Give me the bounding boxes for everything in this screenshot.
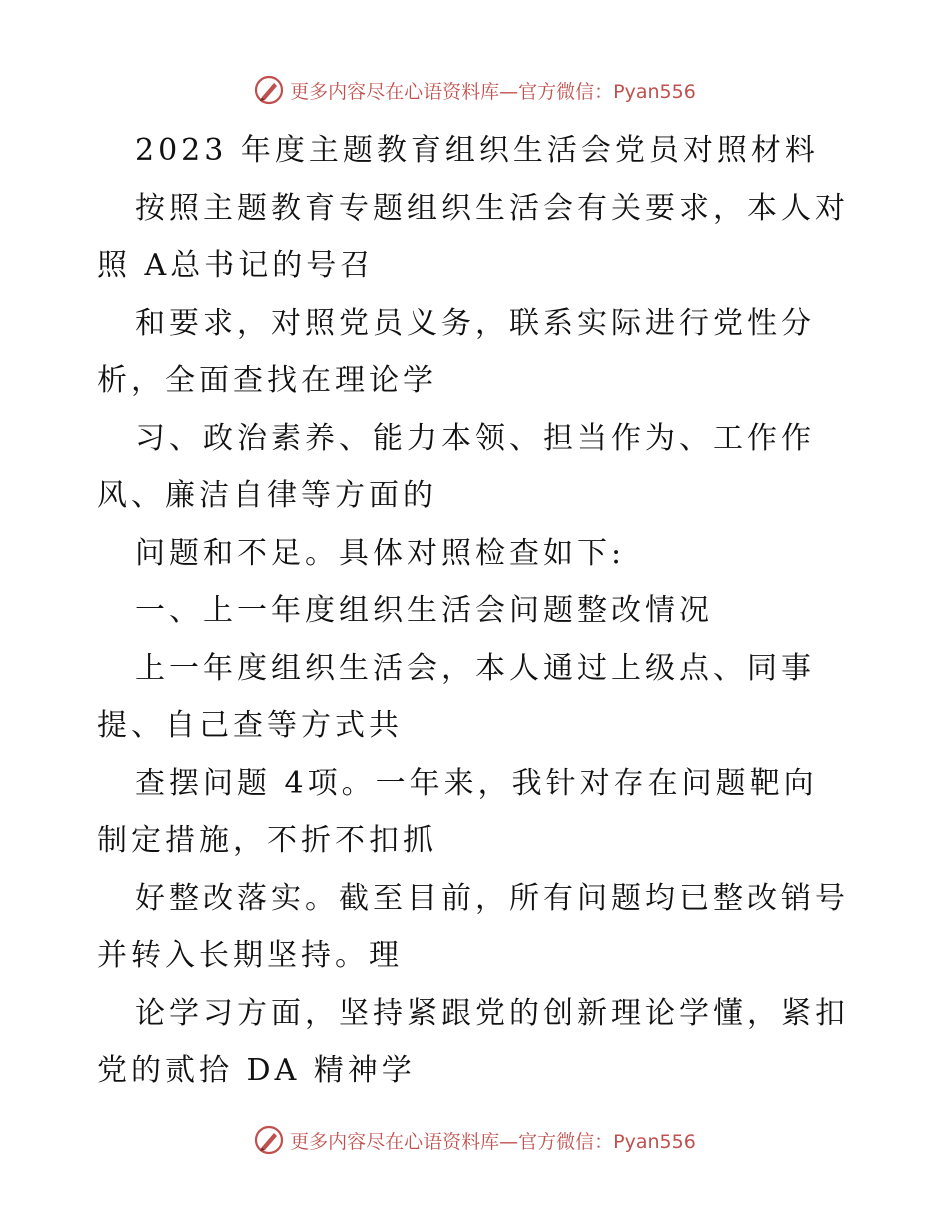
document-line: 论学习方面，坚持紧跟党的创新理论学懂，紧扣 xyxy=(135,995,849,1031)
header-watermark xyxy=(0,70,950,110)
document-line: 好整改落实。截至目前，所有问题均已整改销号 xyxy=(135,880,849,916)
document-line: 一、上一年度组织生活会问题整改情况 xyxy=(135,593,713,628)
document-line: 按照主题教育专题组织生活会有关要求，本人对 xyxy=(135,190,849,226)
document-line: 照 A总书记的号召 xyxy=(97,248,375,283)
pen-logo-icon xyxy=(254,1125,284,1155)
document-line: 并转入长期坚持。理 xyxy=(97,938,403,973)
document-line: 上一年度组织生活会，本人通过上级点、同事 xyxy=(135,650,815,686)
document-line: 习、政治素养、能力本领、担当作为、工作作 xyxy=(135,420,815,456)
watermark-text: 更多内容尽在心语资料库—官方微信：Pyan556 xyxy=(290,1130,696,1153)
document-line: 风、廉洁自律等方面的 xyxy=(97,478,437,513)
document-line: 制定措施，不折不扣抓 xyxy=(97,823,437,858)
footer-watermark xyxy=(0,1120,950,1160)
document-line: 析，全面查找在理论学 xyxy=(97,363,437,398)
document-line: 党的贰拾 DA 精神学 xyxy=(97,1053,416,1088)
watermark-text: 更多内容尽在心语资料库—官方微信：Pyan556 xyxy=(290,80,696,103)
document-line: 和要求，对照党员义务，联系实际进行党性分 xyxy=(135,305,815,341)
document-body xyxy=(97,122,857,1100)
document-line: 查摆问题 4项。一年来，我针对存在问题靶向 xyxy=(135,765,818,801)
pen-logo-icon xyxy=(254,75,284,105)
document-line: 2023 年度主题教育组织生活会党员对照材料 xyxy=(135,133,819,168)
document-line: 问题和不足。具体对照检查如下: xyxy=(135,535,626,571)
document-line: 提、自己查等方式共 xyxy=(97,708,403,743)
